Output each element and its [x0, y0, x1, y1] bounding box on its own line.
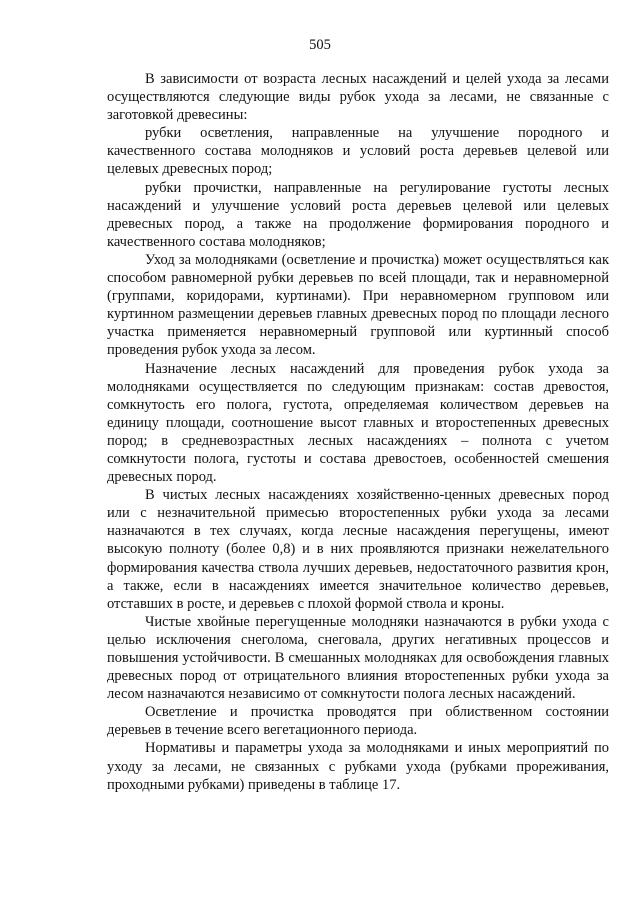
paragraph-cleaning-cuttings: рубки прочистки, направленные на регулирование густоты лесных насаждений и улучшение условий роста деревьев целевой или целевых древесных пород, а также на продолжение формирования породного и качественного состава молодняков;: [107, 179, 609, 250]
paragraph-young-stand-care-methods: Уход за молодняками (осветление и прочистка) может осуществляться как способом равномерной рубки деревьев по всей площади, так и неравномерной (группами, коридорами, куртинами). При неравномерном групповом или куртинном размещении деревьев главных древесных пород по площади лесного участка применяется неравномерный групповой или куртинный способ проведения рубок ухода за лесом.: [107, 251, 609, 359]
paragraph-coniferous-young-stands: Чистые хвойные перегущенные молодняки назначаются в рубки ухода с целью исключения снеголома, снеговала, других негативных процессов и повышения устойчивости. В смешанных молодняках для освобождения главных древесных пород от отрицательного влияния второстепенных рубки ухода за лесом назначаются независимо от сомкнутости полога лесных насаждений.: [107, 613, 609, 703]
page-number: 505: [309, 37, 331, 53]
paragraph-table-reference: Нормативы и параметры ухода за молодняками и иных мероприятий по уходу за лесами, не связанных с рубками ухода (рубками прореживания, проходными рубками) приведены в таблице 17.: [107, 740, 609, 793]
paragraph-clearing-cuttings: рубки осветления, направленные на улучшение породного и качественного состава молодняков и условий роста деревьев целевой или целевых древесных пород;: [107, 125, 609, 178]
body-text: [107, 70, 609, 794]
paragraph-pure-stands: В чистых лесных насаждениях хозяйственно-ценных древесных пород или с незначительной примесью второстепенных рубки ухода за лесами назначаются в тех случаях, когда лесные насаждения перегущены, имеют высокую полноту (более 0,8) и в них проявляются признаки нежелательного формирования качества ствола лучших деревьев, недостаточного развития крон, а также, если в насаждениях имеется значительное количество деревьев, отставших в росте, и деревьев с плохой формой ствола и кроны.: [107, 487, 609, 612]
paragraph-assignment-criteria: Назначение лесных насаждений для проведения рубок ухода за молодняками осуществляется по следующим признакам: состав древостоя, сомкнутость его полога, густота, определяемая количеством деревьев на единицу площади, соотношение высот главных и второстепенных древесных пород; в средневозрастных лесных насаждениях – полнота с учетом сомкнутости полога, густоты и состава древостоев, особенностей смешения древесных пород.: [107, 360, 609, 486]
paragraph-timing: Осветление и прочистка проводятся при облиственном состоянии деревьев в течение всего вегетационного периода.: [107, 704, 609, 739]
paragraph-care-types-intro: В зависимости от возраста лесных насаждений и целей ухода за лесами осуществляются следующие виды рубок ухода за лесами, не связанные с заготовкой древесины:: [107, 71, 609, 124]
